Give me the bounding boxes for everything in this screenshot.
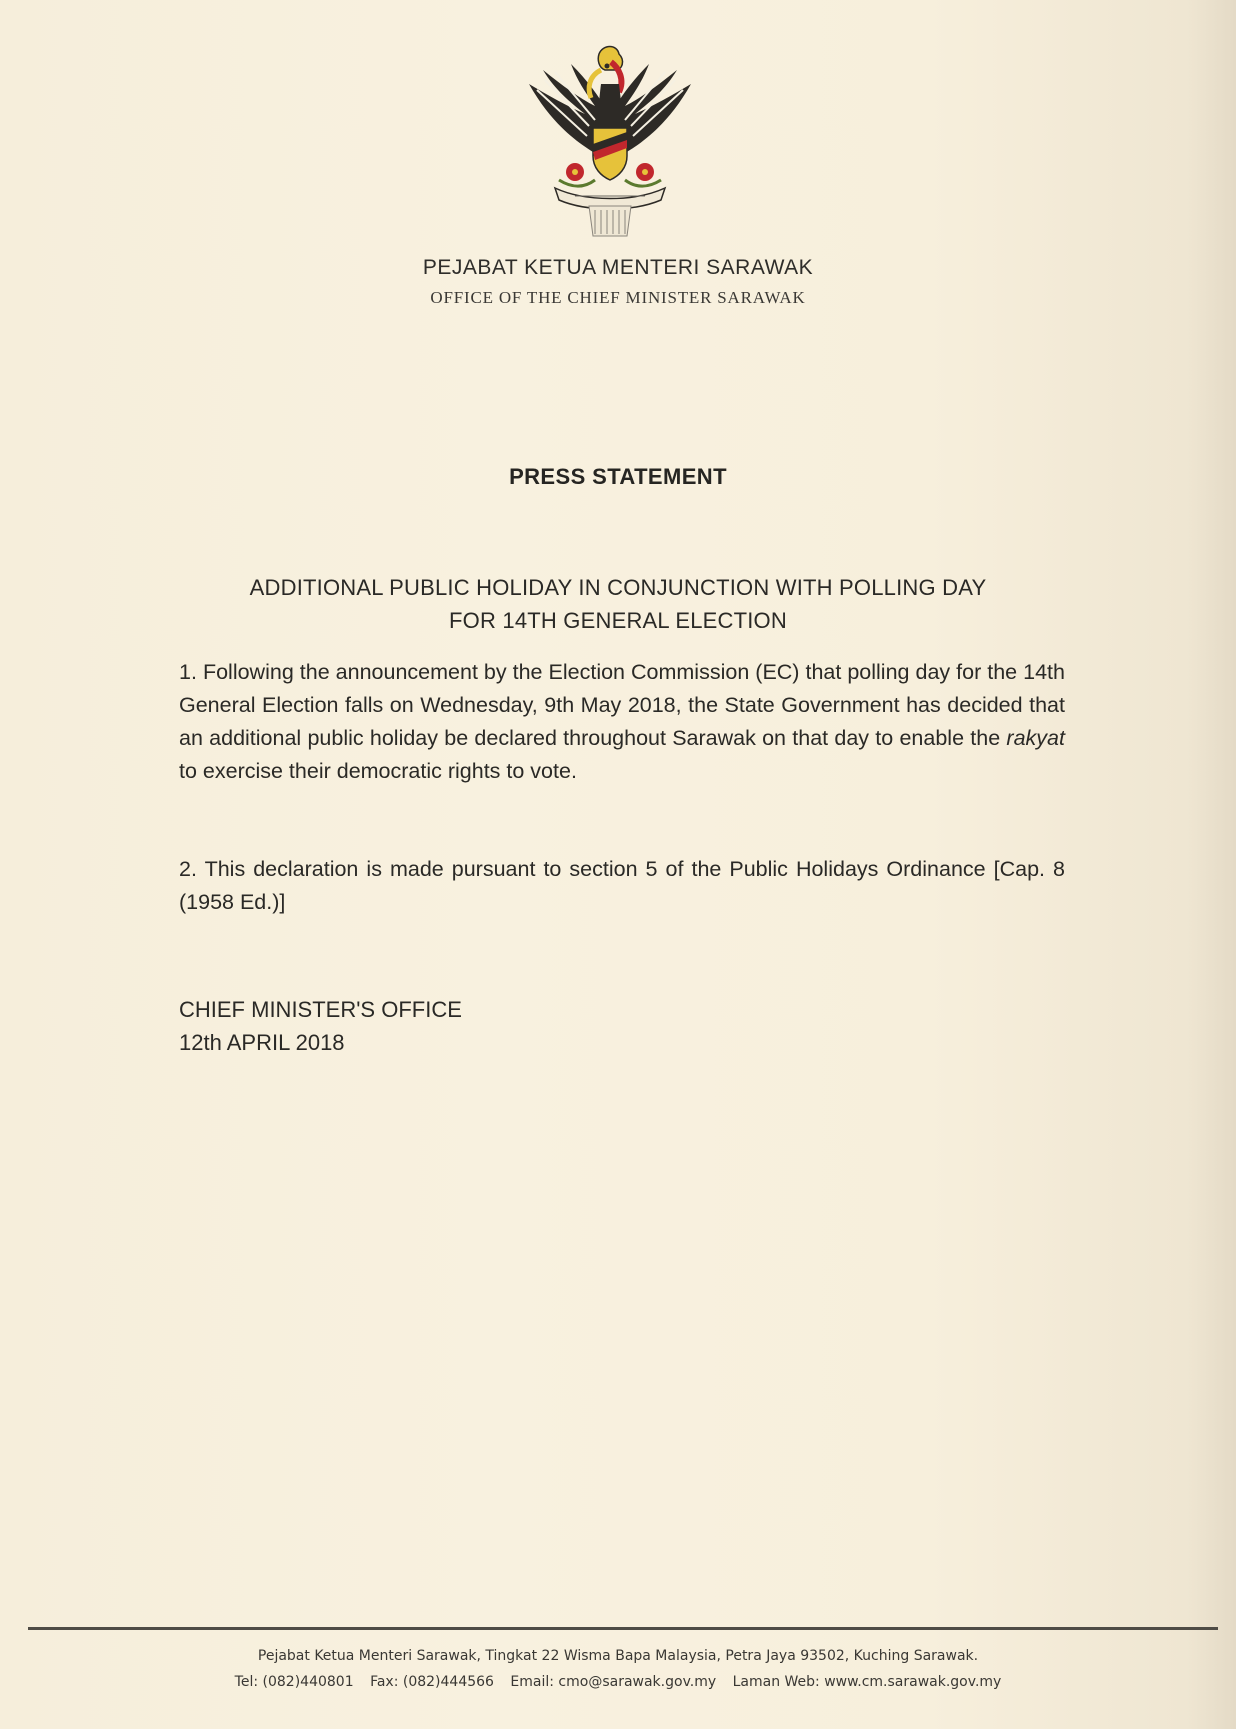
footer-contacts <box>0 1674 1236 1690</box>
paragraph-1 <box>179 656 1065 788</box>
footer-website: Laman Web: www.cm.sarawak.gov.my <box>732 1674 1002 1690</box>
statement-headline <box>130 571 1106 637</box>
paragraph-2-number: 2. <box>179 857 197 881</box>
paragraph-1-text-start: Following the announcement by the Election Commission (EC) that polling day for the 14th General Election falls on Wednesday, 9th May 2018, the State Government has decided that an additional public holiday be declared throughout Sarawak on that day to enable the <box>179 660 1065 750</box>
footer-tel: Tel: (082)440801 <box>234 1674 354 1690</box>
sarawak-coat-of-arms-icon <box>515 40 705 240</box>
footer-fax: Fax: (082)444566 <box>370 1674 494 1690</box>
footer-divider <box>28 1627 1218 1630</box>
headline-line-2: FOR 14TH GENERAL ELECTION <box>449 608 787 633</box>
paragraph-2 <box>179 853 1065 919</box>
paragraph-1-emphasis: rakyat <box>1006 726 1065 750</box>
shield <box>593 128 627 180</box>
page-edge-margin <box>1236 0 1242 1729</box>
paragraph-1-number: 1. <box>179 660 197 684</box>
signatory: CHIEF MINISTER'S OFFICE <box>179 997 462 1022</box>
office-name-malay: PEJABAT KETUA MENTERI SARAWAK <box>422 256 814 279</box>
paragraph-2-text: This declaration is made pursuant to section 5 of the Public Holidays Ordinance [Cap. 8 (1958 Ed.)] <box>179 857 1066 914</box>
office-name-english: OFFICE OF THE CHIEF MINISTER SARAWAK <box>430 288 806 307</box>
headline-line-1: ADDITIONAL PUBLIC HOLIDAY IN CONJUNCTION WITH POLLING DAY <box>249 575 987 600</box>
statement-date: 12th APRIL 2018 <box>179 1030 345 1055</box>
document-type-heading: PRESS STATEMENT <box>509 464 727 489</box>
paragraph-1-text-end: to exercise their democratic rights to vote. <box>179 759 577 783</box>
footer-address: Pejabat Ketua Menteri Sarawak, Tingkat 22 Wisma Bapa Malaysia, Petra Jaya 93502, Kuching Sarawak. <box>257 1648 979 1664</box>
footer-email: Email: cmo@sarawak.gov.my <box>510 1674 717 1690</box>
